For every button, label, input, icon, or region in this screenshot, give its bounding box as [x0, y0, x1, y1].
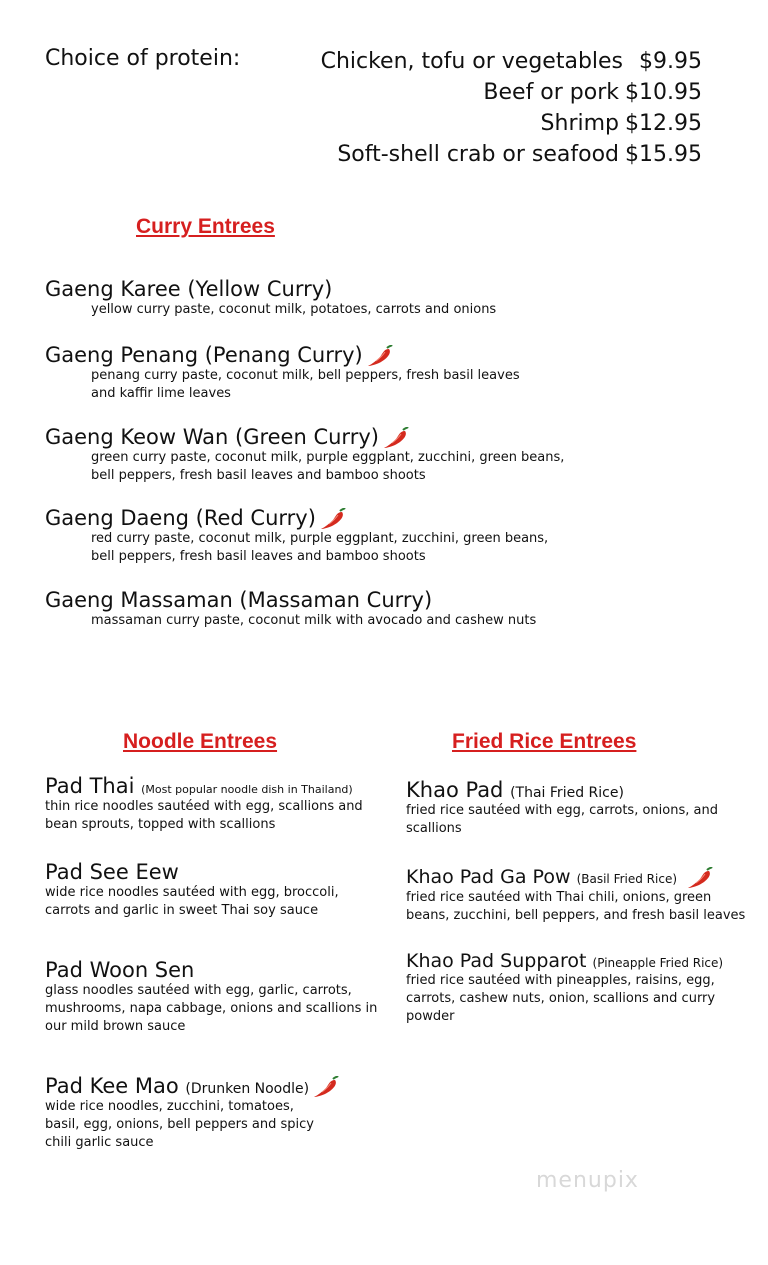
menupix-watermark: menupix — [536, 1168, 639, 1193]
item-note: (Basil Fried Rice) — [576, 872, 678, 886]
item-description: mushrooms, napa cabbage, onions and scallions in — [45, 1001, 378, 1016]
menu-item — [45, 506, 605, 566]
item-name-row — [45, 506, 605, 530]
item-description: thin rice noodles sautéed with egg, scallions and — [45, 799, 363, 814]
protein-option — [321, 77, 702, 108]
protein-option — [321, 139, 702, 170]
protein-option-name: Shrimp — [540, 111, 620, 136]
item-name: Khao Pad Ga Pow — [406, 866, 571, 888]
item-name-row — [45, 343, 605, 367]
item-description: fried rice sautéed with pineapples, raisins, egg, — [406, 973, 715, 988]
item-description: bell peppers, fresh basil leaves and bamboo shoots — [91, 468, 426, 483]
item-name: Gaeng Daeng (Red Curry) — [45, 506, 316, 530]
item-name-row — [45, 774, 375, 798]
item-name: Pad Thai — [45, 774, 135, 798]
menu-item — [45, 343, 605, 403]
item-name: Pad Kee Mao — [45, 1074, 179, 1098]
item-description: massaman curry paste, coconut milk with avocado and cashew nuts — [91, 613, 537, 628]
item-description: and kaffir lime leaves — [91, 386, 231, 401]
item-name: Khao Pad Supparot — [406, 950, 587, 972]
item-description: glass noodles sautéed with egg, garlic, carrots, — [45, 983, 352, 998]
item-description: yellow curry paste, coconut milk, potatoes, carrots and onions — [91, 302, 497, 317]
item-note: (Thai Fried Rice) — [510, 785, 624, 801]
item-description: basil, egg, onions, bell peppers and spicy — [45, 1117, 314, 1132]
menu-item — [45, 425, 605, 485]
protein-option — [321, 108, 702, 139]
item-name: Gaeng Penang (Penang Curry) — [45, 343, 363, 367]
menu-item — [45, 1074, 375, 1152]
item-name-row — [406, 866, 756, 889]
item-description: scallions — [406, 821, 462, 836]
item-name: Pad See Eew — [45, 860, 179, 884]
fried-rice-section-title: Fried Rice Entrees — [452, 730, 637, 753]
item-description: carrots, cashew nuts, onion, scallions and curry — [406, 991, 716, 1006]
menu-item — [45, 860, 375, 920]
menu-item — [406, 866, 756, 925]
curry-section-title: Curry Entrees — [136, 215, 275, 238]
protein-option-price: $10.95 — [625, 80, 702, 105]
item-description: wide rice noodles sautéed with egg, broccoli, — [45, 885, 339, 900]
item-name-row — [45, 1074, 375, 1098]
protein-option-name: Chicken, tofu or vegetables — [320, 49, 624, 74]
item-description: wide rice noodles, zucchini, tomatoes, — [45, 1099, 294, 1114]
item-description: our mild brown sauce — [45, 1019, 186, 1034]
item-name: Khao Pad — [406, 778, 504, 802]
menu-item — [45, 774, 375, 834]
item-description: bean sprouts, topped with scallions — [45, 817, 276, 832]
item-description: fried rice sautéed with Thai chili, onions, green — [406, 889, 712, 905]
item-name-row — [406, 950, 756, 972]
protein-option-price: $15.95 — [625, 142, 702, 167]
chili-pepper-icon — [320, 508, 346, 530]
protein-option-price: $9.95 — [639, 49, 702, 74]
protein-option-name: Soft-shell crab or seafood — [337, 142, 620, 167]
item-description: bell peppers, fresh basil leaves and bamboo shoots — [91, 549, 426, 564]
item-name-row — [45, 425, 605, 449]
menu-item — [45, 958, 385, 1036]
protein-price-list — [321, 46, 702, 170]
item-description: beans, zucchini, bell peppers, and fresh basil leaves — [406, 907, 746, 923]
chili-pepper-icon — [313, 1076, 339, 1098]
item-name: Gaeng Massaman (Massaman Curry) — [45, 588, 433, 612]
item-note: (Most popular noodle dish in Thailand) — [141, 783, 353, 796]
menu-item — [45, 277, 605, 319]
chili-pepper-icon — [383, 427, 409, 449]
item-name: Pad Woon Sen — [45, 958, 195, 982]
item-description: powder — [406, 1009, 455, 1024]
item-description: penang curry paste, coconut milk, bell peppers, fresh basil leaves — [91, 368, 520, 383]
protein-option-name: Beef or pork — [483, 80, 620, 105]
menu-item — [45, 588, 605, 630]
chili-pepper-icon — [687, 867, 713, 889]
item-note: (Pineapple Fried Rice) — [592, 956, 724, 970]
item-description: red curry paste, coconut milk, purple eggplant, zucchini, green beans, — [91, 531, 549, 546]
protein-label: Choice of protein: — [45, 46, 241, 71]
item-description: carrots and garlic in sweet Thai soy sauce — [45, 903, 319, 918]
item-note: (Drunken Noodle) — [185, 1081, 310, 1097]
item-description: green curry paste, coconut milk, purple eggplant, zucchini, green beans, — [91, 450, 565, 465]
menu-item — [406, 950, 756, 1026]
item-description: chili garlic sauce — [45, 1135, 154, 1150]
item-name-row — [406, 778, 746, 802]
item-description: fried rice sautéed with egg, carrots, onions, and — [406, 803, 718, 818]
item-name: Gaeng Karee (Yellow Curry) — [45, 277, 333, 301]
protein-option — [321, 46, 702, 77]
noodle-section-title: Noodle Entrees — [123, 730, 278, 753]
item-name: Gaeng Keow Wan (Green Curry) — [45, 425, 379, 449]
chili-pepper-icon — [367, 345, 393, 367]
protein-option-price: $12.95 — [625, 111, 702, 136]
menu-item — [406, 778, 746, 838]
